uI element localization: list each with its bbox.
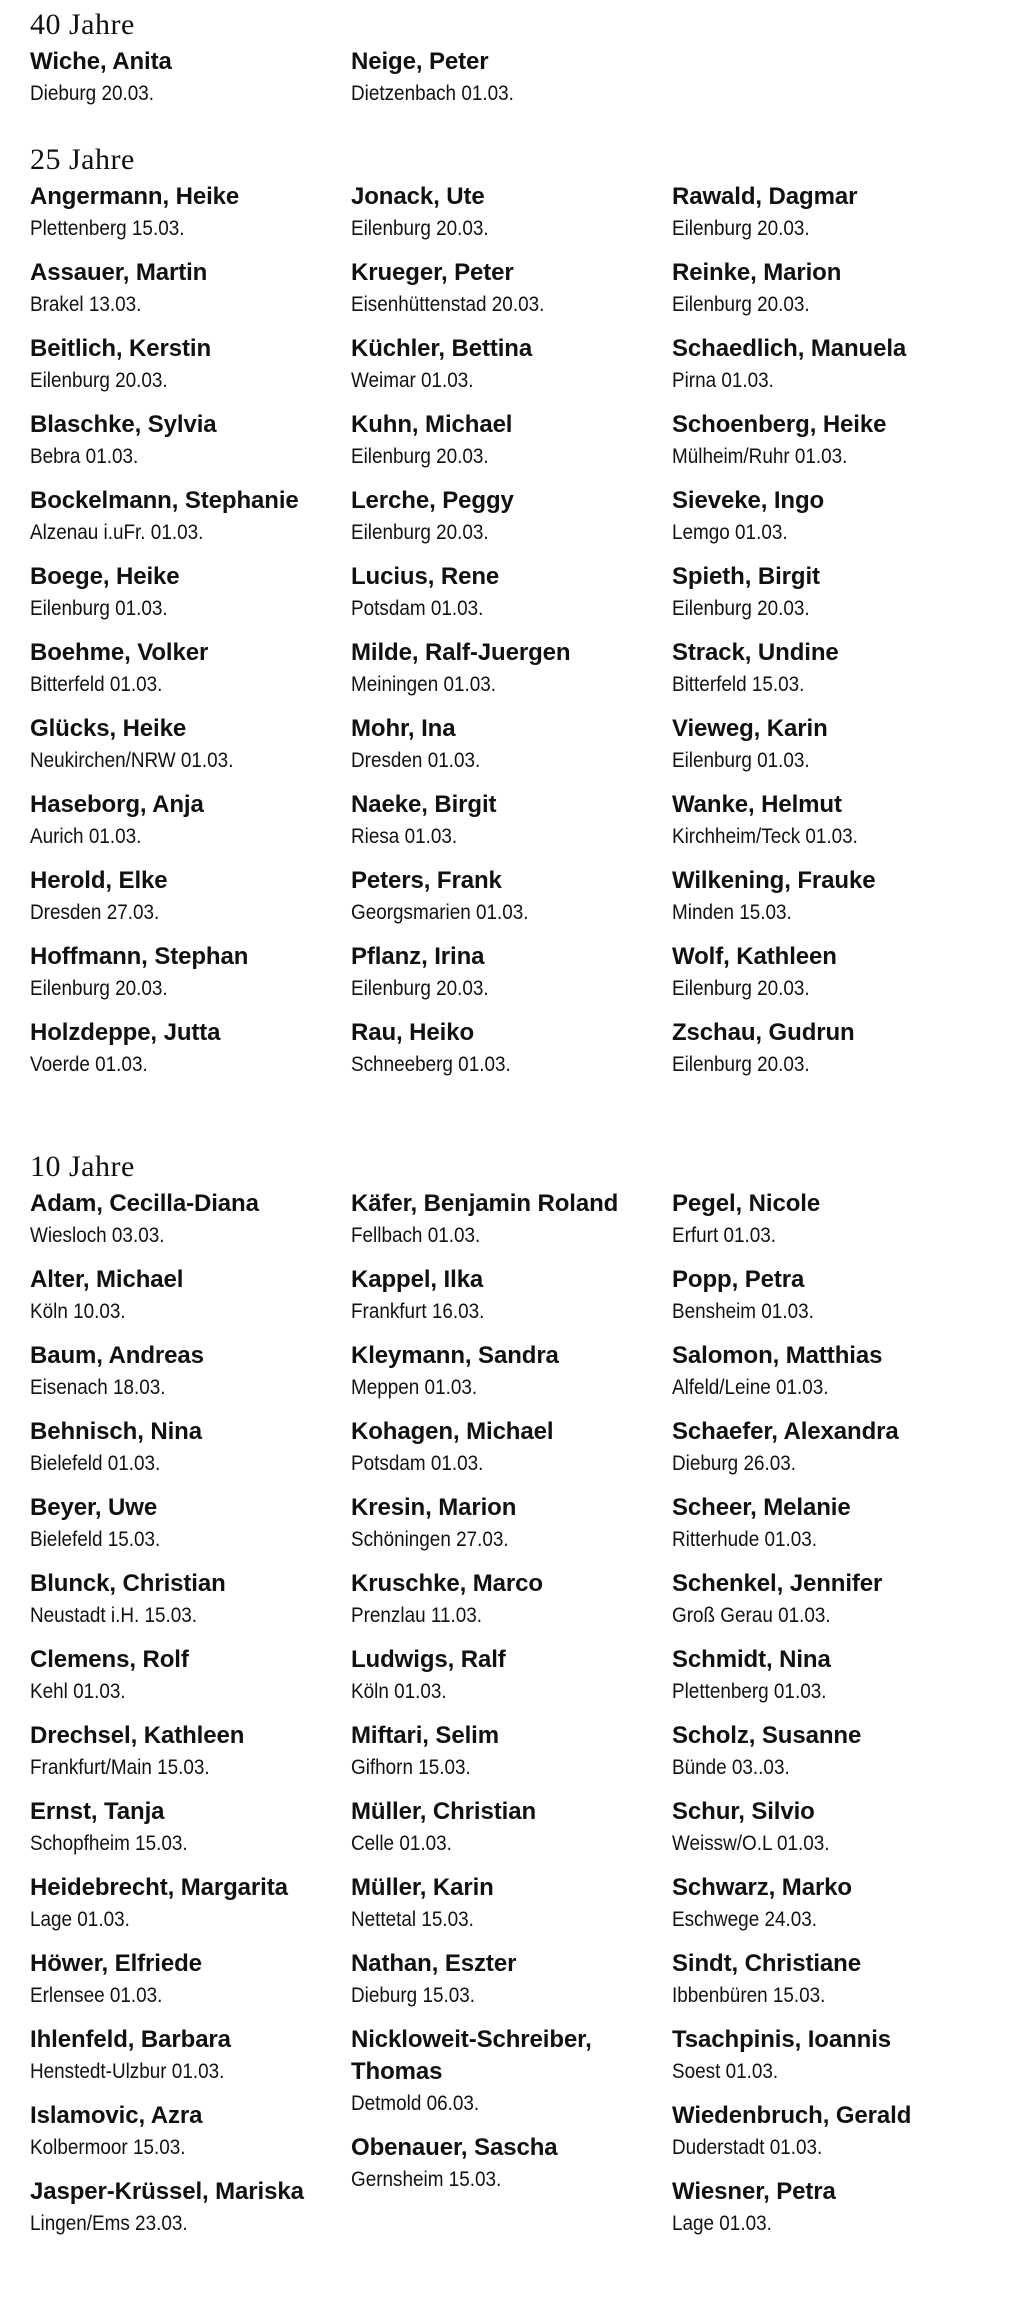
section-title: 25 Jahre [30,143,135,176]
person-name: Wolf, Kathleen [672,943,837,970]
person-name: Krueger, Peter [351,259,514,286]
person-name: Bockelmann, Stephanie [30,487,299,514]
place-date: Eilenburg 20.03. [351,521,489,544]
person-name: Neige, Peter [351,48,489,75]
list-item [672,1720,982,1784]
person-name: Scholz, Susanne [672,1722,862,1749]
place-date: Meppen 01.03. [351,1376,478,1399]
list-item [351,181,661,245]
list-item [30,485,340,549]
column [351,46,661,122]
place-date: Wiesloch 03.03. [30,1224,165,1247]
place-date: Gifhorn 15.03. [351,1756,471,1779]
section-10-jahre [30,1150,990,2288]
list-item [672,941,982,1005]
person-name: Miftari, Selim [351,1722,499,1749]
place-date: Lage 01.03. [30,1908,130,1931]
person-name: Schaefer, Alexandra [672,1418,899,1445]
list-item [30,941,340,1005]
list-item [672,561,982,625]
place-date: Riesa 01.03. [351,825,458,848]
person-name: Küchler, Bettina [351,335,533,362]
list-item [351,409,661,473]
place-date: Dieburg 15.03. [351,1984,475,2007]
place-date: Alfeld/Leine 01.03. [672,1376,829,1399]
place-date: Neukirchen/NRW 01.03. [30,749,234,772]
place-date: Eisenach 18.03. [30,1376,166,1399]
section-25-jahre [30,143,990,1121]
list-item [351,1264,661,1328]
place-date: Eilenburg 20.03. [672,1053,810,1076]
list-item [672,1017,982,1081]
place-date: Eilenburg 20.03. [351,445,489,468]
person-name: Behnisch, Nina [30,1418,202,1445]
place-date: Brakel 13.03. [30,293,142,316]
place-date: Eilenburg 20.03. [351,977,489,1000]
place-date: Eilenburg 20.03. [30,369,168,392]
place-date: Eilenburg 20.03. [672,597,810,620]
person-name: Scheer, Melanie [672,1494,851,1521]
list-item [351,637,661,701]
place-date: Fellbach 01.03. [351,1224,481,1247]
list-item [30,2176,340,2240]
person-name: Peters, Frank [351,867,502,894]
list-item [351,1188,661,1252]
person-name: Wilkening, Frauke [672,867,876,894]
place-date: Lingen/Ems 23.03. [30,2212,188,2235]
person-name: Nathan, Eszter [351,1950,517,1977]
place-date: Minden 15.03. [672,901,792,924]
list-item [30,333,340,397]
person-name: Islamovic, Azra [30,2102,203,2129]
person-name: Schoenberg, Heike [672,411,887,438]
person-name: Rawald, Dagmar [672,183,858,210]
person-name: Schur, Silvio [672,1798,815,1825]
list-item [30,1340,340,1404]
person-name: Mohr, Ina [351,715,456,742]
section-grid [30,181,990,1121]
section-40-jahre [30,8,990,126]
section-title: 40 Jahre [30,8,135,41]
person-name: Boehme, Volker [30,639,209,666]
section-title: 10 Jahre [30,1150,135,1183]
place-date: Plettenberg 15.03. [30,217,185,240]
place-date: Plettenberg 01.03. [672,1680,827,1703]
place-date: Frankfurt 16.03. [351,1300,485,1323]
list-item [672,1872,982,1936]
person-name: Kappel, Ilka [351,1266,484,1293]
person-name: Naeke, Birgit [351,791,497,818]
person-name: Wiche, Anita [30,48,172,75]
list-item [30,1568,340,1632]
place-date: Eilenburg 20.03. [672,293,810,316]
place-date: Lage 01.03. [672,2212,772,2235]
place-date: Bünde 03..03. [672,1756,790,1779]
list-item [30,713,340,777]
place-date: Eisenhüttenstad 20.03. [351,293,545,316]
person-name: Blaschke, Sylvia [30,411,217,438]
place-date: Kehl 01.03. [30,1680,126,1703]
place-date: Alzenau i.uFr. 01.03. [30,521,204,544]
list-item [30,789,340,853]
place-date: Detmold 06.03. [351,2092,480,2115]
person-name: Beitlich, Kerstin [30,335,212,362]
place-date: Georgsmarien 01.03. [351,901,529,924]
person-name: Sieveke, Ingo [672,487,825,514]
list-item [351,2132,661,2196]
place-date: Prenzlau 11.03. [351,1604,482,1627]
person-name: Schwarz, Marko [672,1874,852,1901]
column [30,46,340,122]
person-name: Haseborg, Anja [30,791,204,818]
place-date: Bitterfeld 01.03. [30,673,163,696]
place-date: Potsdam 01.03. [351,1452,484,1475]
person-name: Salomon, Matthias [672,1342,883,1369]
place-date: Dieburg 26.03. [672,1452,796,1475]
list-item [30,1188,340,1252]
place-date: Pirna 01.03. [672,369,774,392]
place-date: Kolbermoor 15.03. [30,2136,186,2159]
list-item [351,1872,661,1936]
list-item [672,637,982,701]
person-name: Reinke, Marion [672,259,842,286]
list-item [30,1416,340,1480]
list-item [351,46,661,110]
person-name: Milde, Ralf-Juergen [351,639,571,666]
person-name: Baum, Andreas [30,1342,204,1369]
list-item [351,941,661,1005]
person-name: Beyer, Uwe [30,1494,158,1521]
list-item [672,1948,982,2012]
list-item [30,561,340,625]
place-date: Kirchheim/Teck 01.03. [672,825,858,848]
section-grid [30,46,990,126]
list-item [351,713,661,777]
column [672,1188,982,2252]
person-name: Assauer, Martin [30,259,208,286]
person-name: Heidebrecht, Margarita [30,1874,288,1901]
list-item [351,1796,661,1860]
person-name: Popp, Petra [672,1266,805,1293]
list-item [30,637,340,701]
list-item [30,865,340,929]
person-name: Ernst, Tanja [30,1798,165,1825]
person-name: Ihlenfeld, Barbara [30,2026,231,2053]
person-name: Kohagen, Michael [351,1418,554,1445]
place-date: Neustadt i.H. 15.03. [30,1604,198,1627]
person-name: Schmidt, Nina [672,1646,831,1673]
column [351,181,661,1093]
place-date: Ibbenbüren 15.03. [672,1984,826,2007]
place-date: Dresden 27.03. [30,901,160,924]
person-name: Kuhn, Michael [351,411,513,438]
place-date: Duderstadt 01.03. [672,2136,823,2159]
person-name: Ludwigs, Ralf [351,1646,506,1673]
list-item [672,713,982,777]
person-name: Jasper-Krüssel, Mariska [30,2178,304,2205]
place-date: Bielefeld 01.03. [30,1452,161,1475]
place-date: Erfurt 01.03. [672,1224,777,1247]
list-item [351,1644,661,1708]
person-name: Pegel, Nicole [672,1190,821,1217]
list-item [351,789,661,853]
list-item [672,2100,982,2164]
place-date: Eschwege 24.03. [672,1908,817,1931]
person-name: Wanke, Helmut [672,791,842,818]
place-date: Henstedt-Ulzbur 01.03. [30,2060,225,2083]
place-date: Frankfurt/Main 15.03. [30,1756,210,1779]
person-name: Sindt, Christiane [672,1950,861,1977]
person-name: Tsachpinis, Ioannis [672,2026,892,2053]
place-date: Dietzenbach 01.03. [351,82,514,105]
person-name: Käfer, Benjamin Roland [351,1190,619,1217]
list-item [351,561,661,625]
person-name: Angermann, Heike [30,183,240,210]
list-item [672,789,982,853]
list-item [672,1796,982,1860]
person-name: Wiesner, Petra [672,2178,836,2205]
person-name: Strack, Undine [672,639,839,666]
place-date: Ritterhude 01.03. [672,1528,817,1551]
person-name: Adam, Cecilla-Diana [30,1190,259,1217]
list-item [672,333,982,397]
person-name: Drechsel, Kathleen [30,1722,245,1749]
person-name: Rau, Heiko [351,1019,475,1046]
place-date: Nettetal 15.03. [351,1908,474,1931]
list-item [30,2100,340,2164]
list-item [30,1644,340,1708]
list-item [351,1340,661,1404]
place-date: Celle 01.03. [351,1832,452,1855]
list-item [30,1017,340,1081]
list-item [672,257,982,321]
list-item [30,1796,340,1860]
list-item [30,1264,340,1328]
person-name: Kruschke, Marco [351,1570,543,1597]
place-date: Dieburg 20.03. [30,82,154,105]
list-item [351,333,661,397]
place-date: Eilenburg 20.03. [672,977,810,1000]
place-date: Bitterfeld 15.03. [672,673,805,696]
person-name: Jonack, Ute [351,183,485,210]
place-date: Schöningen 27.03. [351,1528,509,1551]
list-item [351,485,661,549]
person-name: Schenkel, Jennifer [672,1570,883,1597]
list-item [351,865,661,929]
list-item [672,1492,982,1556]
place-date: Bensheim 01.03. [672,1300,814,1323]
list-item [672,181,982,245]
list-item [672,1416,982,1480]
place-date: Köln 10.03. [30,1300,126,1323]
place-date: Weissw/O.L 01.03. [672,1832,830,1855]
place-date: Lemgo 01.03. [672,521,788,544]
list-item [351,1416,661,1480]
list-item [30,181,340,245]
list-item [351,1492,661,1556]
place-date: Bebra 01.03. [30,445,139,468]
place-date: Schopfheim 15.03. [30,1832,188,1855]
list-item [30,409,340,473]
list-item [351,1948,661,2012]
person-name: Wiedenbruch, Gerald [672,2102,912,2129]
person-name: Lerche, Peggy [351,487,514,514]
place-date: Eilenburg 01.03. [30,597,168,620]
column [30,181,340,1093]
place-date: Soest 01.03. [672,2060,779,2083]
person-name: Pflanz, Irina [351,943,485,970]
place-date: Aurich 01.03. [30,825,142,848]
list-item [672,409,982,473]
list-item [672,1568,982,1632]
list-item [30,1872,340,1936]
place-date: Eilenburg 20.03. [672,217,810,240]
list-item [672,1644,982,1708]
list-item [30,2024,340,2088]
list-item [30,1720,340,1784]
person-name: Obenauer, Sascha [351,2134,558,2161]
list-item [30,1492,340,1556]
place-date: Potsdam 01.03. [351,597,484,620]
list-item [351,257,661,321]
person-name: Höwer, Elfriede [30,1950,202,1977]
place-date: Mülheim/Ruhr 01.03. [672,445,848,468]
section-grid [30,1188,990,2288]
place-date: Eilenburg 20.03. [30,977,168,1000]
person-name: Clemens, Rolf [30,1646,189,1673]
list-item [672,2176,982,2240]
person-name: Kresin, Marion [351,1494,517,1521]
list-item [672,1188,982,1252]
person-name: Boege, Heike [30,563,180,590]
person-name: Alter, Michael [30,1266,184,1293]
place-date: Weimar 01.03. [351,369,474,392]
person-name: Müller, Karin [351,1874,494,1901]
list-item [351,1017,661,1081]
column [672,181,982,1093]
person-name: Herold, Elke [30,867,168,894]
person-name: Hoffmann, Stephan [30,943,249,970]
list-item [351,1568,661,1632]
place-date: Gernsheim 15.03. [351,2168,502,2191]
place-date: Dresden 01.03. [351,749,481,772]
place-date: Köln 01.03. [351,1680,447,1703]
place-date: Meiningen 01.03. [351,673,497,696]
list-item [672,865,982,929]
list-item [672,1264,982,1328]
list-item [351,2024,661,2120]
place-date: Voerde 01.03. [30,1053,148,1076]
list-item [672,2024,982,2088]
list-item [351,1720,661,1784]
person-name: Zschau, Gudrun [672,1019,855,1046]
person-name: Blunck, Christian [30,1570,226,1597]
person-name: Nickloweit-Schreiber, Thomas [351,2026,592,2085]
list-item [30,1948,340,2012]
place-date: Eilenburg 20.03. [351,217,489,240]
column [351,1188,661,2208]
person-name: Vieweg, Karin [672,715,828,742]
person-name: Glücks, Heike [30,715,187,742]
place-date: Bielefeld 15.03. [30,1528,161,1551]
person-name: Kleymann, Sandra [351,1342,559,1369]
place-date: Eilenburg 01.03. [672,749,810,772]
list-item [672,1340,982,1404]
place-date: Groß Gerau 01.03. [672,1604,831,1627]
place-date: Schneeberg 01.03. [351,1053,511,1076]
place-date: Erlensee 01.03. [30,1984,163,2007]
list-item [30,257,340,321]
person-name: Lucius, Rene [351,563,500,590]
column [30,1188,340,2252]
list-item [30,46,340,110]
list-item [672,485,982,549]
person-name: Müller, Christian [351,1798,537,1825]
person-name: Spieth, Birgit [672,563,820,590]
person-name: Holzdeppe, Jutta [30,1019,221,1046]
person-name: Schaedlich, Manuela [672,335,907,362]
